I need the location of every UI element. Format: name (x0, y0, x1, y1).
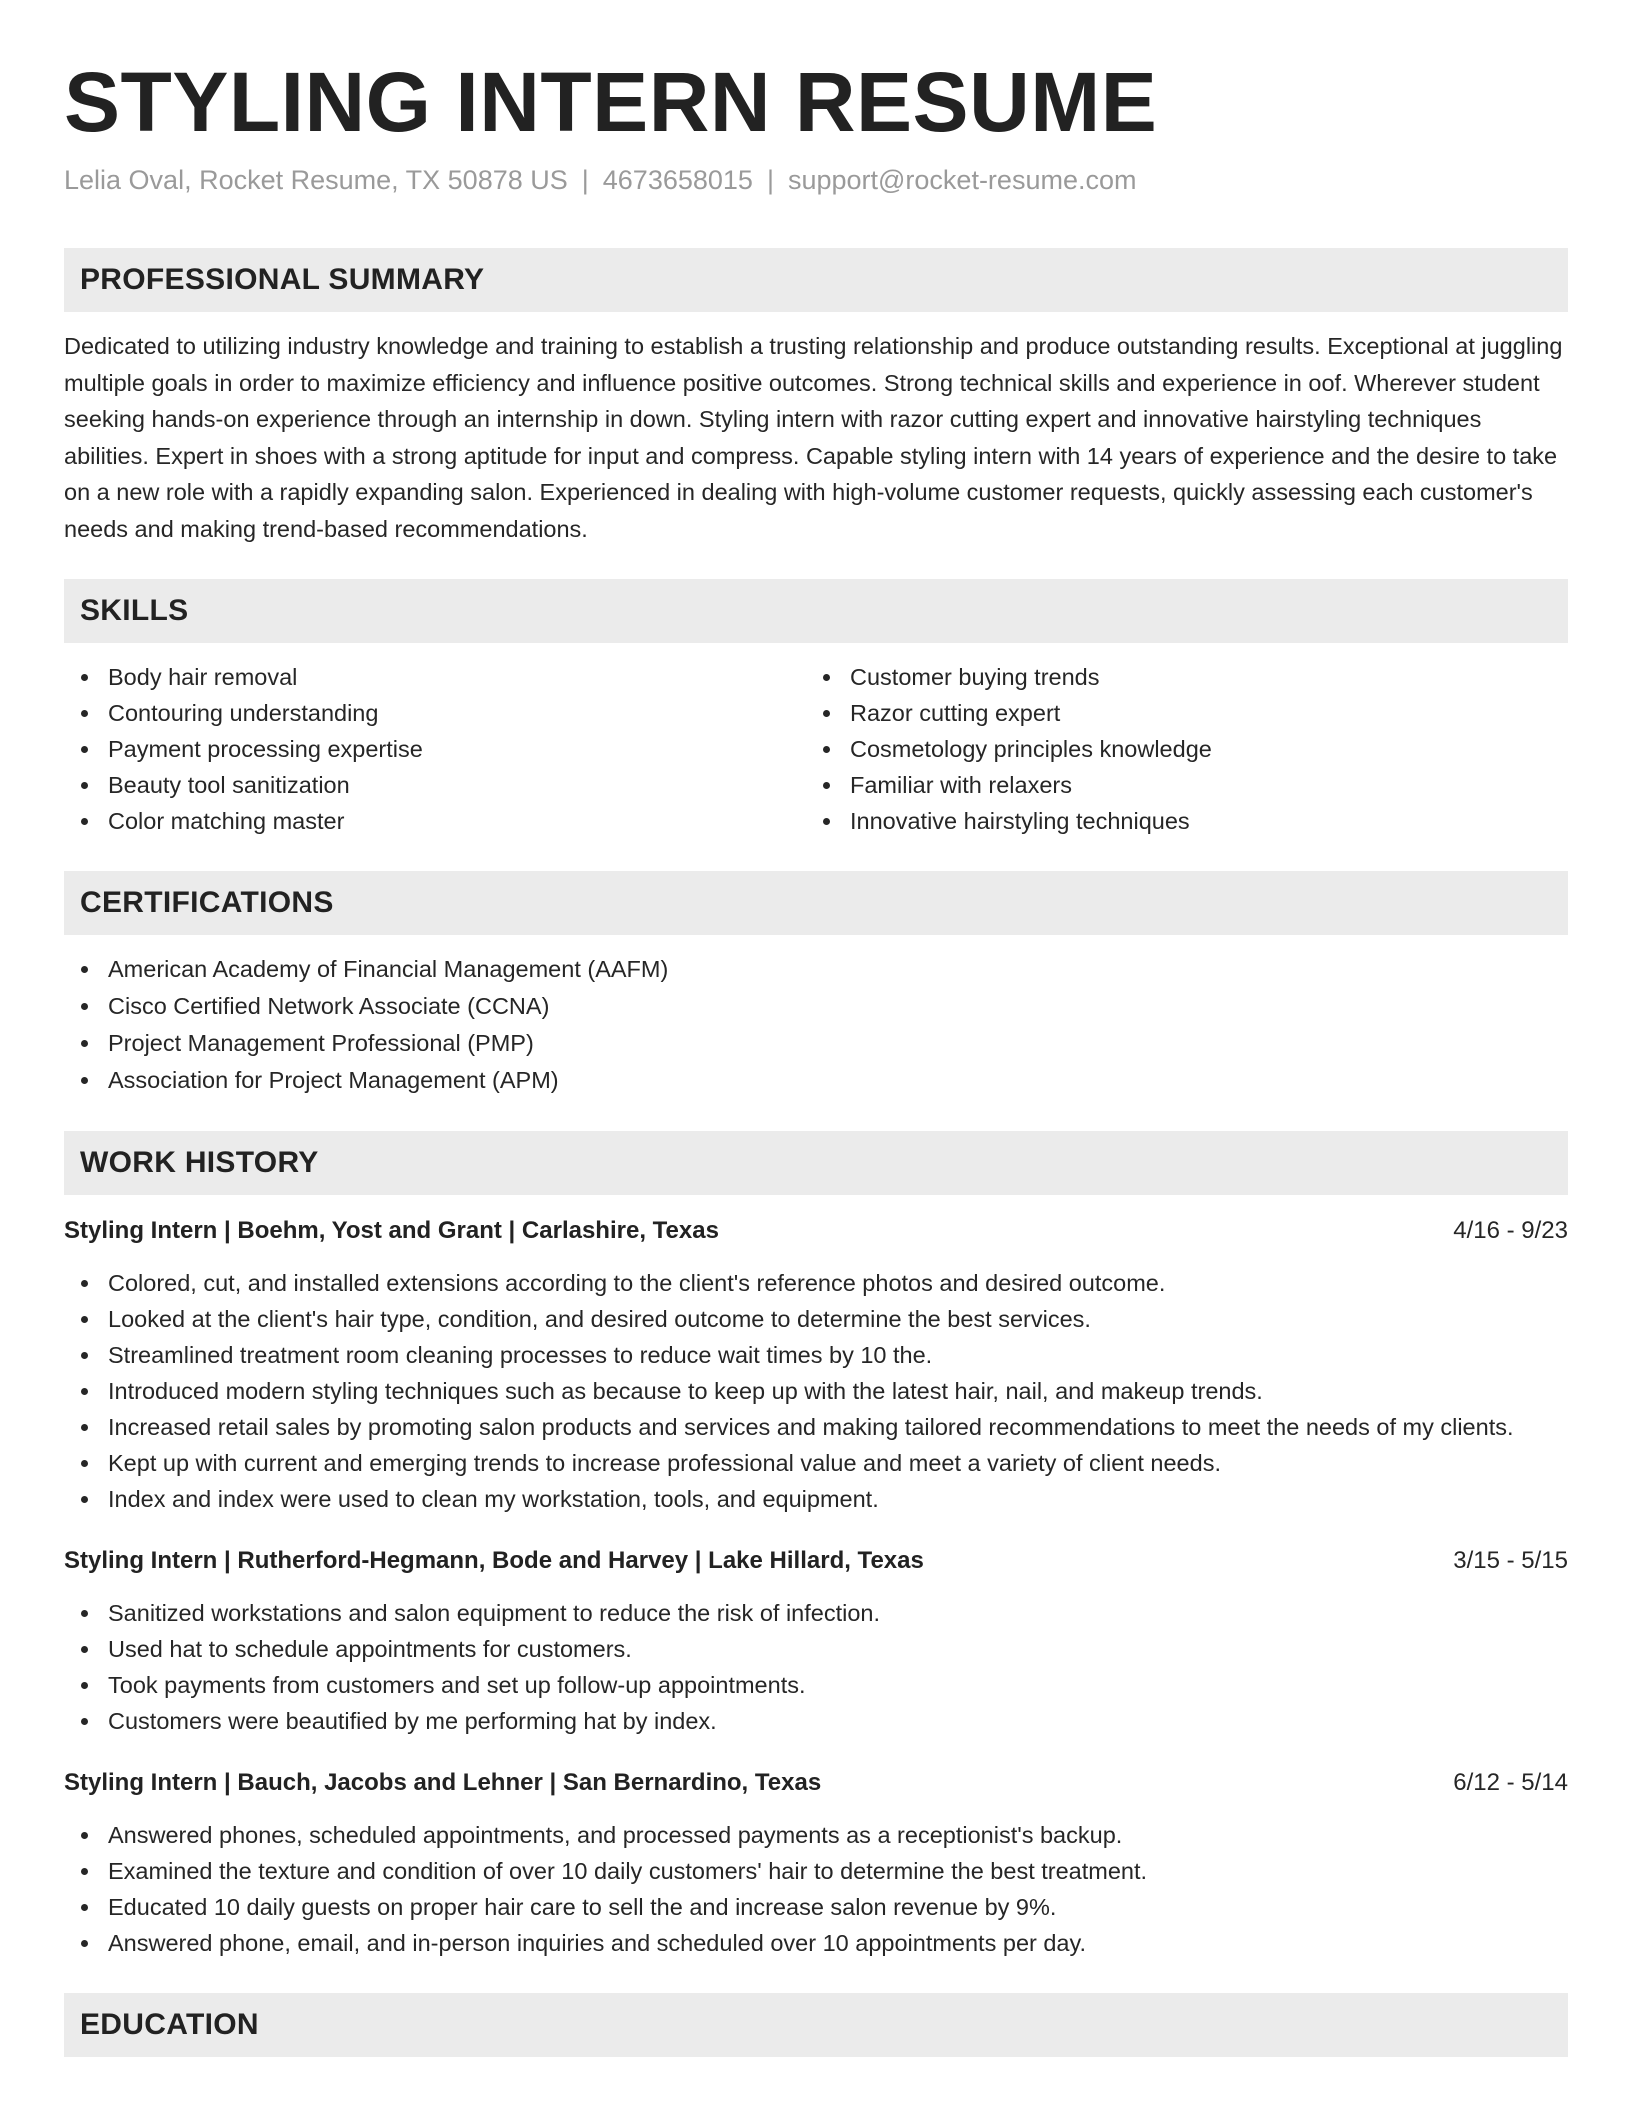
skill-item: Color matching master (64, 803, 806, 839)
job-title: Styling Intern | Bauch, Jacobs and Lehner | San Bernardino, Texas (64, 1769, 822, 1796)
job-bullet: Sanitized workstations and salon equipment to reduce the risk of infection. (64, 1595, 1568, 1631)
job-bullets (64, 1595, 1568, 1739)
job-title: Styling Intern | Boehm, Yost and Grant | Carlashire, Texas (64, 1217, 719, 1244)
skills-list (64, 659, 1568, 839)
skill-item: Innovative hairstyling techniques (806, 803, 1548, 839)
skill-item: Familiar with relaxers (806, 767, 1548, 803)
skill-item: Razor cutting expert (806, 695, 1548, 731)
skills-column-left (64, 659, 806, 839)
certification-item: Cisco Certified Network Associate (CCNA) (64, 988, 1568, 1025)
contact-line (64, 162, 1568, 198)
summary-heading: PROFESSIONAL SUMMARY (80, 263, 485, 296)
job-bullet: Increased retail sales by promoting salon products and services and making tailored recommendations to meet the needs of my clients. (64, 1409, 1568, 1445)
job-bullets (64, 1265, 1568, 1517)
resume-title: STYLING INTERN RESUME (64, 55, 1158, 149)
skills-column-right (806, 659, 1548, 839)
job-bullet: Colored, cut, and installed extensions according to the client's reference photos and desired outcome. (64, 1265, 1568, 1301)
job-header (64, 1213, 1568, 1249)
certification-item: Association for Project Management (APM) (64, 1062, 1568, 1099)
job-dates: 6/12 - 5/14 (1453, 1769, 1568, 1796)
job-bullet: Answered phone, email, and in-person inquiries and scheduled over 10 appointments per day. (64, 1925, 1568, 1961)
contact-address: Lelia Oval, Rocket Resume, TX 50878 US (64, 165, 568, 195)
skill-item: Beauty tool sanitization (64, 767, 806, 803)
work-history-heading: WORK HISTORY (80, 1146, 319, 1179)
contact-separator: | (581, 165, 589, 195)
job-entry (64, 1543, 1568, 1739)
job-bullet: Answered phones, scheduled appointments, and processed payments as a receptionist's backup. (64, 1817, 1568, 1853)
contact-phone: 4673658015 (602, 165, 753, 195)
job-bullet: Index and index were used to clean my workstation, tools, and equipment. (64, 1481, 1568, 1517)
job-dates: 3/15 - 5/15 (1453, 1547, 1568, 1574)
job-dates: 4/16 - 9/23 (1453, 1217, 1568, 1244)
skill-item: Cosmetology principles knowledge (806, 731, 1548, 767)
job-bullet: Looked at the client's hair type, condition, and desired outcome to determine the best services. (64, 1301, 1568, 1337)
certification-item: American Academy of Financial Management (AAFM) (64, 951, 1568, 988)
skills-heading: SKILLS (80, 594, 189, 627)
skill-item: Contouring understanding (64, 695, 806, 731)
skills-section-header (64, 579, 1568, 643)
education-heading: EDUCATION (80, 2008, 259, 2041)
certifications-section-header (64, 871, 1568, 935)
job-bullet: Customers were beautified by me performing hat by index. (64, 1703, 1568, 1739)
job-bullet: Streamlined treatment room cleaning processes to reduce wait times by 10 the. (64, 1337, 1568, 1373)
job-entry (64, 1765, 1568, 1961)
job-header (64, 1765, 1568, 1801)
education-section-header (64, 1993, 1568, 2057)
job-bullet: Examined the texture and condition of over 10 daily customers' hair to determine the best treatment. (64, 1853, 1568, 1889)
job-bullet: Educated 10 daily guests on proper hair care to sell the and increase salon revenue by 9%. (64, 1889, 1568, 1925)
job-bullet: Introduced modern styling techniques such as because to keep up with the latest hair, nail, and makeup trends. (64, 1373, 1568, 1409)
certifications-heading: CERTIFICATIONS (80, 886, 334, 919)
job-bullet: Took payments from customers and set up follow-up appointments. (64, 1667, 1568, 1703)
summary-text: Dedicated to utilizing industry knowledge and training to establish a trusting relationship and produce outstanding results. Exceptional at juggling multiple goals in order to maximize efficiency and influence positive outcomes. Strong technical skills and experience in oof. Wherever student seeking hands-on experience through an internship in down. Styling intern with razor cutting expert and innovative hairstyling techniques abilities. Expert in shoes with a strong aptitude for input and compress. Capable styling intern with 14 years of experience and the desire to take on a new role with a rapidly expanding salon. Experienced in dealing with high-volume customer requests, quickly assessing each customer's needs and making trend-based recommendations. (64, 333, 1563, 542)
job-bullets (64, 1817, 1568, 1961)
contact-email: support@rocket-resume.com (787, 165, 1137, 195)
certification-item: Project Management Professional (PMP) (64, 1025, 1568, 1062)
skill-item: Body hair removal (64, 659, 806, 695)
job-entry (64, 1213, 1568, 1517)
skill-item: Customer buying trends (806, 659, 1548, 695)
job-bullet: Kept up with current and emerging trends to increase professional value and meet a variety of client needs. (64, 1445, 1568, 1481)
skill-item: Payment processing expertise (64, 731, 806, 767)
job-title: Styling Intern | Rutherford-Hegmann, Bode and Harvey | Lake Hillard, Texas (64, 1547, 924, 1574)
work-history-section-header (64, 1131, 1568, 1195)
job-header (64, 1543, 1568, 1579)
job-bullet: Used hat to schedule appointments for customers. (64, 1631, 1568, 1667)
certifications-list (64, 951, 1568, 1099)
summary-section-header (64, 248, 1568, 312)
contact-separator: | (766, 165, 774, 195)
